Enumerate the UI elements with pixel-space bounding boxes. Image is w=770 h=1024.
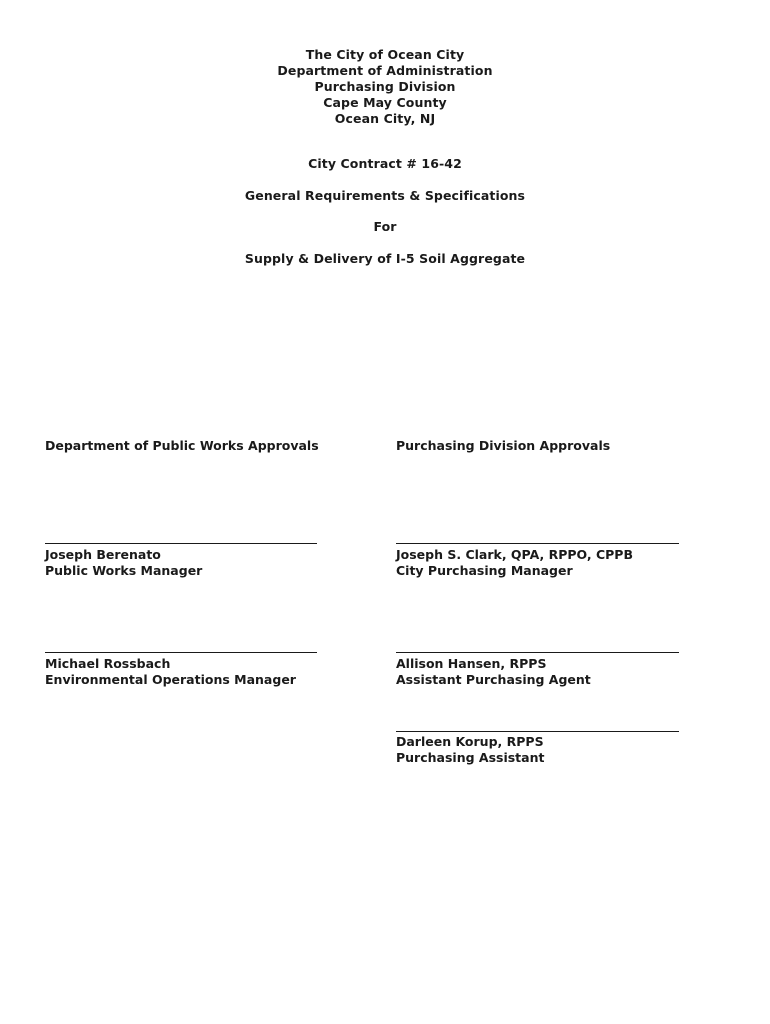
signature-line xyxy=(396,543,679,544)
contract-subject: Supply & Delivery of I-5 Soil Aggregate xyxy=(244,251,526,266)
header-county: Cape May County xyxy=(323,95,447,110)
header-location: Ocean City, NJ xyxy=(334,111,436,126)
signatory-name: Darleen Korup, RPPS xyxy=(396,734,544,749)
signatory-title: Assistant Purchasing Agent xyxy=(396,672,591,687)
requirements-title: General Requirements & Specifications xyxy=(244,188,526,203)
public-works-heading: Department of Public Works Approvals xyxy=(45,438,319,453)
header-city: The City of Ocean City xyxy=(305,47,465,62)
signatory-title: Environmental Operations Manager xyxy=(45,672,296,687)
signatory-name: Joseph S. Clark, QPA, RPPO, CPPB xyxy=(396,547,633,562)
signature-line xyxy=(396,731,679,732)
signatory-title: Purchasing Assistant xyxy=(396,750,545,765)
header-department: Department of Administration xyxy=(277,63,493,78)
header-division: Purchasing Division xyxy=(314,79,456,94)
signature-line xyxy=(396,652,679,653)
contract-number: City Contract # 16-42 xyxy=(308,156,462,171)
signature-line xyxy=(45,543,317,544)
signatory-title: City Purchasing Manager xyxy=(396,563,573,578)
signatory-name: Joseph Berenato xyxy=(45,547,161,562)
signature-line xyxy=(45,652,317,653)
signatory-title: Public Works Manager xyxy=(45,563,203,578)
purchasing-heading: Purchasing Division Approvals xyxy=(396,438,611,453)
for-label: For xyxy=(373,219,397,234)
signatory-name: Michael Rossbach xyxy=(45,656,171,671)
signatory-name: Allison Hansen, RPPS xyxy=(396,656,547,671)
